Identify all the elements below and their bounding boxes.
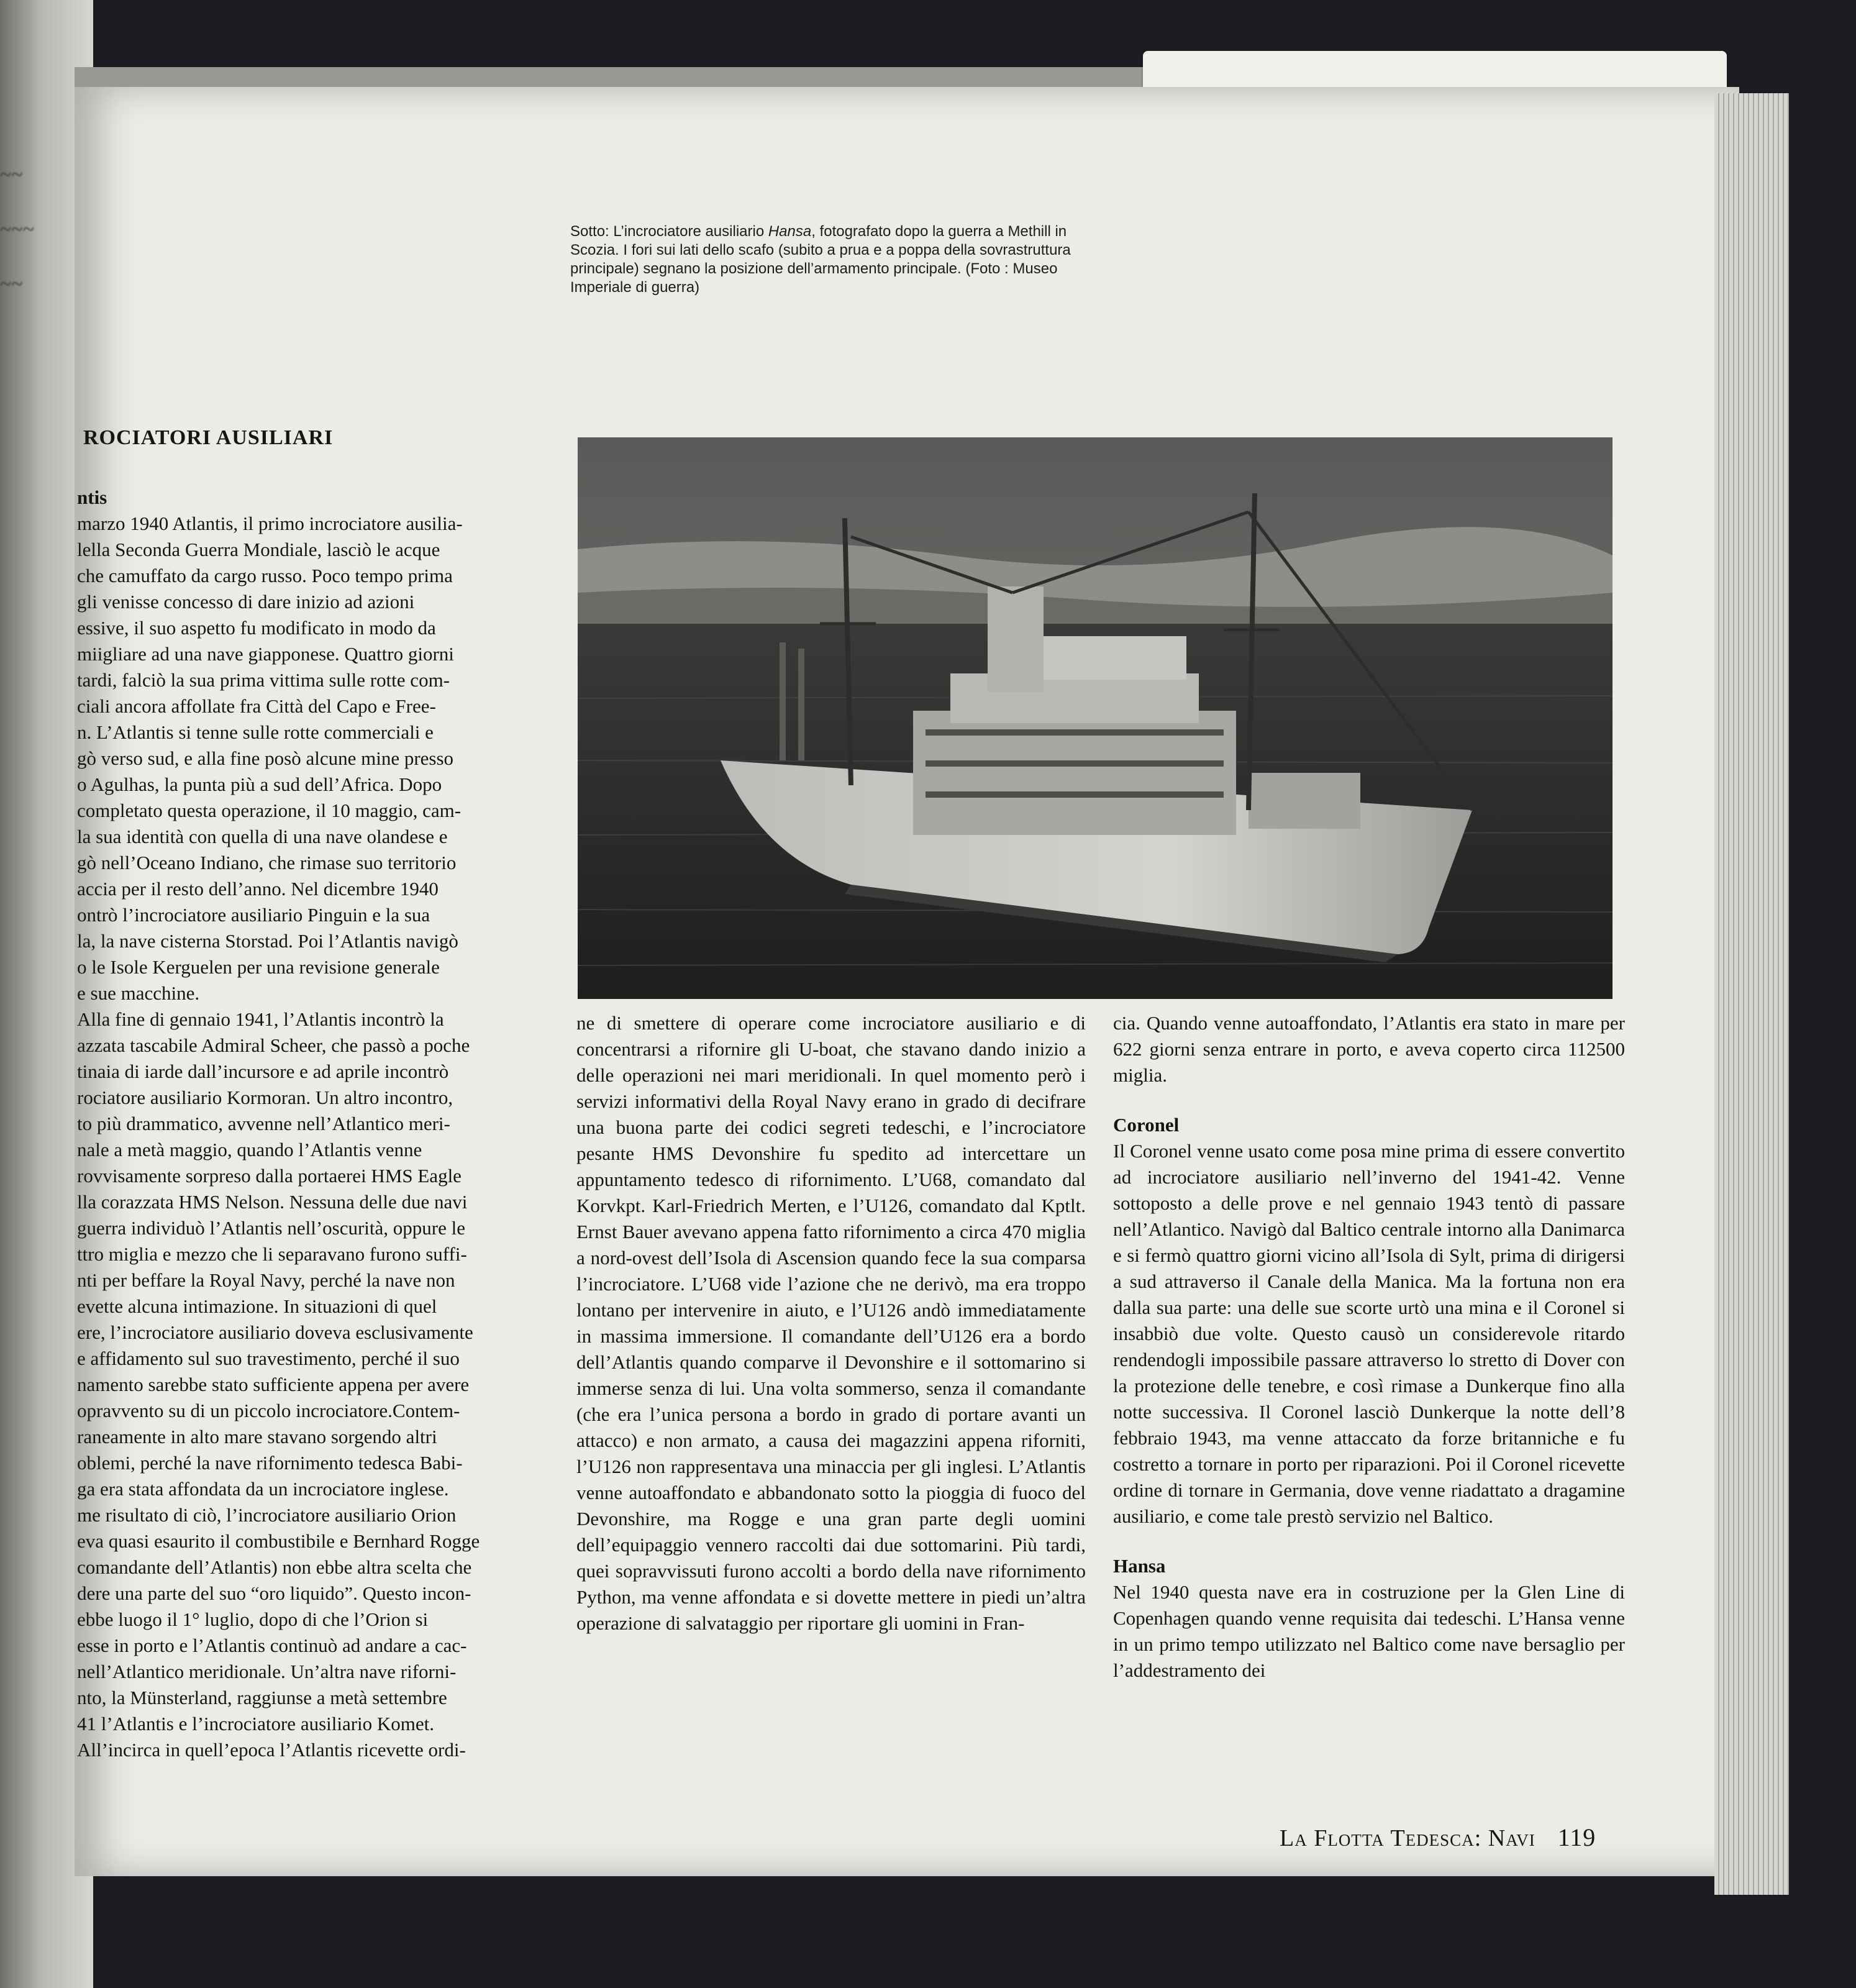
left-line: accia per il resto dell’anno. Nel dicembre 1940 bbox=[77, 878, 439, 900]
left-line: tinaia di iarde dall’incursore e ad aprile incontrò bbox=[77, 1060, 449, 1082]
left-line: nell’Atlantico meridionale. Un’altra nave riforni- bbox=[77, 1661, 457, 1682]
left-line: e affidamento sul suo travestimento, perché il suo bbox=[77, 1347, 460, 1369]
section-title: ROCIATORI AUSILIARI bbox=[83, 426, 334, 449]
page-number: 119 bbox=[1557, 1823, 1596, 1851]
right-column-intro: cia. Quando venne autoaffondato, l’Atlantis era stato in mare per 622 giorni senza entrare in porto, e aveva coperto circa 112500 miglia. bbox=[1113, 1012, 1625, 1086]
left-line: completato questa operazione, il 10 maggio, cam- bbox=[77, 800, 462, 821]
running-head: La Flotta Tedesca: Navi bbox=[1280, 1825, 1535, 1851]
left-line: ontrò l’incrociatore ausiliario Pinguin e la sua bbox=[77, 904, 430, 926]
coronel-heading: Coronel bbox=[1113, 1114, 1180, 1136]
left-line: ttro miglia e mezzo che li separavano furono suffi- bbox=[77, 1243, 467, 1265]
left-line: me risultato di ciò, l’incrociatore ausiliario Orion bbox=[77, 1504, 457, 1526]
left-line: raneamente in alto mare stavano sorgendo altri bbox=[77, 1426, 437, 1448]
left-line: ebbe luogo il 1° luglio, dopo di che l’Orion si bbox=[77, 1608, 429, 1630]
left-line: esse in porto e l’Atlantis continuò ad andare a cac- bbox=[77, 1635, 467, 1656]
left-line: 41 l’Atlantis e l’incrociatore ausiliario Komet. bbox=[77, 1713, 435, 1735]
page-footer bbox=[1280, 1823, 1596, 1852]
left-line: namento sarebbe stato sufficiente appena per avere bbox=[77, 1374, 470, 1395]
left-line: guerra individuò l’Atlantis nell’oscurità, oppure le bbox=[77, 1217, 465, 1239]
left-line: o Agulhas, la punta più a sud dell’Africa. Dopo bbox=[77, 773, 442, 795]
left-line: dere una parte del suo “oro liquido”. Questo incon- bbox=[77, 1582, 471, 1604]
left-line: miigliare ad una nave giapponese. Quattro giorni bbox=[77, 643, 454, 665]
left-column bbox=[77, 485, 550, 1763]
hansa-heading: Hansa bbox=[1113, 1555, 1166, 1577]
left-line: nti per beffare la Royal Navy, perché la nave non bbox=[77, 1269, 455, 1291]
left-line: rovvisamente sorpreso dalla portaerei HMS Eagle bbox=[77, 1165, 462, 1187]
left-line: oblemi, perché la nave rifornimento tedesca Babi- bbox=[77, 1452, 463, 1474]
left-line: All’incirca in quell’epoca l’Atlantis ricevette ordi- bbox=[77, 1739, 466, 1761]
caption-rest: , fotografato dopo la guerra a Methill in Scozia. I fori sui lati dello scafo (subito a prua e a poppa della sovrastruttura principale) segnano la posizione dell’armamento principale. (Foto : Museo Imperiale di guerra) bbox=[570, 223, 1071, 296]
left-line: ere, l’incrociatore ausiliario doveva esclusivamente bbox=[77, 1321, 473, 1343]
left-line: che camuffato da cargo russo. Poco tempo prima bbox=[77, 565, 453, 586]
left-line: evette alcuna intimazione. In situazioni di quel bbox=[77, 1295, 437, 1317]
left-line: rociatore ausiliario Kormoran. Un altro incontro, bbox=[77, 1087, 453, 1108]
facing-page-sliver: ~~ ~~~ ~~ bbox=[0, 163, 35, 296]
left-column-heading: ntis bbox=[77, 486, 107, 508]
left-line: azzata tascabile Admiral Scheer, che passò a poche bbox=[77, 1034, 470, 1056]
left-line: comandante dell’Atlantis) non ebbe altra scelta che bbox=[77, 1556, 472, 1578]
left-line: o le Isole Kerguelen per una revisione generale bbox=[77, 956, 440, 978]
page-edges bbox=[1714, 93, 1789, 1895]
left-line: gò verso sud, e alla fine posò alcune mine presso bbox=[77, 747, 454, 769]
left-line: Alla fine di gennaio 1941, l’Atlantis incontrò la bbox=[77, 1008, 444, 1030]
left-line: lella Seconda Guerra Mondiale, lasciò le acque bbox=[77, 539, 440, 560]
left-line: e sue macchine. bbox=[77, 982, 200, 1004]
left-line: gò nell’Oceano Indiano, che rimase suo territorio bbox=[77, 852, 457, 873]
left-line: la, la nave cisterna Storstad. Poi l’Atlantis navigò bbox=[77, 930, 458, 952]
right-column bbox=[1113, 1010, 1625, 1684]
left-line: to più drammatico, avvenne nell’Atlantico meri- bbox=[77, 1113, 450, 1134]
left-line: la sua identità con quella di una nave olandese e bbox=[77, 826, 448, 847]
left-line: nto, la Münsterland, raggiunse a metà settembre bbox=[77, 1687, 447, 1708]
left-line: ga era stata affondata da un incrociatore inglese. bbox=[77, 1478, 449, 1500]
left-line: tardi, falciò la sua prima vittima sulle rotte com- bbox=[77, 669, 450, 691]
caption-ship-name: Hansa bbox=[768, 223, 812, 240]
left-line: gli venisse concesso di dare inizio ad azioni bbox=[77, 591, 415, 613]
left-line: essive, il suo aspetto fu modificato in modo da bbox=[77, 617, 436, 639]
left-line: marzo 1940 Atlantis, il primo incrociatore ausilia- bbox=[77, 513, 463, 534]
left-line: nale a metà maggio, quando l’Atlantis venne bbox=[77, 1139, 422, 1160]
photo-caption bbox=[570, 222, 1080, 297]
hansa-text: Nel 1940 questa nave era in costruzione per la Glen Line di Copenhagen quando venne requisita dai tedeschi. L’Hansa venne in un primo tempo utilizzato nel Baltico come nave bersaglio per l’addestramento dei bbox=[1113, 1581, 1625, 1681]
left-line: n. L’Atlantis si tenne sulle rotte commerciali e bbox=[77, 721, 434, 743]
ship-photo-illustration bbox=[578, 437, 1613, 999]
left-line: ciali ancora affollate fra Città del Capo e Free- bbox=[77, 695, 436, 717]
ship-photo bbox=[578, 437, 1613, 999]
coronel-text: Il Coronel venne usato come posa mine prima di essere convertito ad incrociatore ausiliario nell’inverno del 1941-42. Venne sottoposto a delle prove e nel gennaio 1943 tentò di passare nell’Atlantico. Navigò dal Baltico centrale intorno alla Danimarca e si fermò quattro giorni vicino all’Isola di Sylt, prima di dirigersi a sud attraverso il Canale della Manica. Ma la fortuna non era dalla sua parte: una delle sue scorte urtò una mina e il Coronel si insabbiò due volte. Questo causò un considerevole ritardo rendendogli impossibile passare attraverso lo stretto di Dover con la protezione delle tenebre, e così rimase a Dunkerque fino alla notte successiva. Il Coronel lasciò Dunkerque la notte dell’8 febbraio 1943, ma venne attaccato da forze britanniche e fu costretto a tornare in porto per riparazioni. Poi il Coronel ricevette ordine di tornare in Germania, dove venne riadattato a dragamine ausiliario, e come tale prestò servizio nel Baltico. bbox=[1113, 1140, 1625, 1527]
left-line: lla corazzata HMS Nelson. Nessuna delle due navi bbox=[77, 1191, 468, 1213]
caption-prefix: Sotto: L’incrociatore ausiliario bbox=[570, 223, 768, 240]
left-line: opravvento su di un piccolo incrociatore.Contem- bbox=[77, 1400, 460, 1421]
left-line: eva quasi esaurito il combustibile e Bernhard Rogge bbox=[77, 1530, 480, 1552]
middle-column-text: ne di smettere di operare come incrociatore ausiliario e di concentrarsi a rifornire gli U-boat, che stavano dando inizio a delle operazioni nei mari meridionali. In quel momento però i servizi informativi della Royal Navy erano in grado di decifrare una buona parte dei codici segreti tedeschi, e l’incrociatore pesante HMS Devonshire fu spedito ad intercettare un appuntamento tedesco di rifornimento. L’U68, comandato dal Korvkpt. Karl-Friedrich Merten, e l’U126, comandato dal Kptlt. Ernst Bauer avevano appena fatto rifornimento a circa 470 miglia a nord-ovest dell’Isola di Ascension quando fece la sua comparsa l’incrociatore. L’U68 vide l’azione che ne derivò, ma era troppo lontano per intervenire in aiuto, e l’U126 andò immediatamente in massima immersione. Il comandante dell’U126 era a bordo dell’Atlantis quando comparve il Devonshire e il sottomarino si immerse senza di lui. Una volta sommerso, senza il comandante (che era l’unica persona a bordo in grado di portare avanti un attacco) e non armato, a causa dei magazzini appena riforniti, l’U126 non rappresentava una minaccia per gli inglesi. L’Atlantis venne autoaffondato e abbandonato sotto la pioggia di fuoco del Devonshire, ma Rogge e una gran parte degli uomini dell’equipaggio vennero raccolti dai due sottomarini. Più tardi, quei sopravvissuti furono accolti a bordo della nave rifornimento Python, ma venne affondata e si dovette mettere in piedi un’altra operazione di salvataggio per riportare gli uomini in Fran- bbox=[576, 1012, 1086, 1634]
middle-column bbox=[576, 1010, 1086, 1636]
